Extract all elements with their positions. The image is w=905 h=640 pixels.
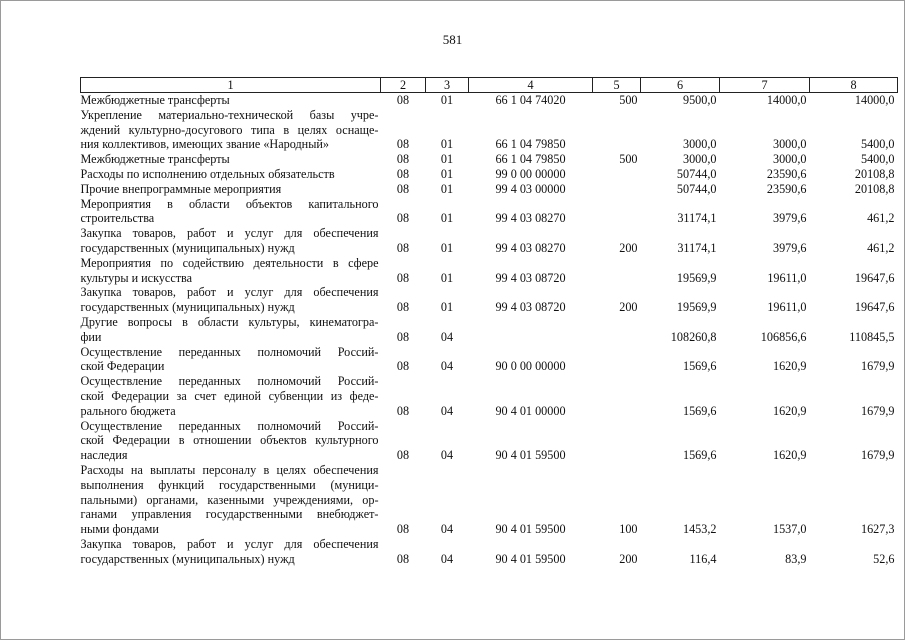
cell-c7: 1620,9 xyxy=(772,359,807,374)
cell-c4: 99 0 00 00000 xyxy=(495,166,566,181)
cell-c3: 04 xyxy=(440,329,454,344)
column-header: 2 xyxy=(381,78,426,93)
row-name-cell xyxy=(81,93,381,108)
cell-c8: 52,6 xyxy=(873,551,895,566)
column-header: 5 xyxy=(593,78,641,93)
cell-c6: 3000,0 xyxy=(682,137,717,152)
cell-c8: 461,2 xyxy=(867,211,895,226)
cell-c5: 200 xyxy=(619,240,638,255)
cell-c4: 99 4 03 08720 xyxy=(495,300,566,315)
row-name-line: Укрепление материально-технической базы учре- xyxy=(80,107,379,122)
cell-c3: 04 xyxy=(440,359,454,374)
cell-c5 xyxy=(593,108,641,152)
cell-c5 xyxy=(593,315,641,345)
row-name-cell xyxy=(81,537,381,567)
table-row xyxy=(81,537,898,567)
cell-c3: 04 xyxy=(440,403,454,418)
column-header: 6 xyxy=(641,78,720,93)
cell-c5 xyxy=(593,167,641,182)
row-name-line: наследия xyxy=(80,448,128,463)
cell-c8: 1679,9 xyxy=(860,448,895,463)
cell-c3: 01 xyxy=(440,93,454,107)
cell-c7: 1620,9 xyxy=(772,403,807,418)
cell-c3: 01 xyxy=(440,300,454,315)
row-name-line: Осуществление переданных полномочий Россий- xyxy=(80,418,379,433)
row-name-line: ными фондами xyxy=(80,522,159,537)
cell-c6: 31174,1 xyxy=(677,240,717,255)
row-name-line: Другие вопросы в области культуры, кинематогра- xyxy=(80,314,379,329)
cell-c6: 50744,0 xyxy=(676,181,717,196)
table-body xyxy=(81,93,898,567)
cell-c2: 08 xyxy=(396,448,410,463)
row-name-line: Мероприятия в области объектов капитального xyxy=(80,196,379,211)
cell-c6: 3000,0 xyxy=(682,152,717,167)
row-name-cell xyxy=(81,345,381,375)
cell-c5 xyxy=(593,182,641,197)
cell-c2: 08 xyxy=(396,270,410,285)
row-name-line: пальными) органами, казенными учреждениями, ор- xyxy=(80,492,379,507)
row-name-line: Межбюджетные трансферты xyxy=(80,152,230,167)
cell-c4: 90 4 01 59500 xyxy=(495,522,566,537)
row-name-cell xyxy=(81,108,381,152)
cell-c2: 08 xyxy=(396,181,410,196)
cell-c6: 9500,0 xyxy=(682,93,717,107)
row-name-line: ской Федерации в отношении объектов культурного xyxy=(80,433,379,448)
cell-c5: 500 xyxy=(619,93,638,107)
cell-c8: 1679,9 xyxy=(860,403,895,418)
row-name-line: ской Федерации xyxy=(80,359,165,374)
cell-c6: 1569,6 xyxy=(682,448,717,463)
row-name-line: строительства xyxy=(80,211,155,226)
row-name-line: Прочие внепрограммные мероприятия xyxy=(80,181,282,196)
row-name-line: выполнения функций государственными (муници- xyxy=(80,477,379,492)
cell-c4: 90 0 00 00000 xyxy=(495,359,566,374)
row-name-line: Осуществление переданных полномочий Россий- xyxy=(80,374,379,389)
row-name-cell xyxy=(81,197,381,227)
cell-c7: 23590,6 xyxy=(766,181,807,196)
row-name-cell xyxy=(81,419,381,463)
table-row xyxy=(81,463,898,537)
row-name-line: Закупка товаров, работ и услуг для обеспечения xyxy=(80,536,379,551)
column-header: 7 xyxy=(720,78,810,93)
cell-c4: 66 1 04 74020 xyxy=(495,93,566,107)
table-row xyxy=(81,182,898,197)
row-name-line: ния коллективов, имеющих звание «Народный» xyxy=(80,137,330,152)
table-row xyxy=(81,108,898,152)
cell-c2: 08 xyxy=(396,551,410,566)
cell-c5 xyxy=(593,197,641,227)
row-name-line: рального бюджета xyxy=(80,403,176,418)
cell-c3: 01 xyxy=(440,181,454,196)
cell-c6: 116,4 xyxy=(689,551,717,566)
cell-c2: 08 xyxy=(396,93,410,107)
cell-c3: 01 xyxy=(440,137,454,152)
cell-c2: 08 xyxy=(396,137,410,152)
page-number: 581 xyxy=(442,32,463,47)
cell-c2: 08 xyxy=(396,240,410,255)
cell-c3: 01 xyxy=(440,152,454,167)
row-name-cell xyxy=(81,315,381,345)
cell-c7: 14000,0 xyxy=(766,93,807,107)
row-name-line: культуры и искусства xyxy=(80,270,193,285)
table-row xyxy=(81,197,898,227)
cell-c8: 461,2 xyxy=(867,240,895,255)
row-name-line: Межбюджетные трансферты xyxy=(80,93,230,107)
cell-c7: 1537,0 xyxy=(772,522,807,537)
cell-c4: 99 4 03 08720 xyxy=(495,270,566,285)
cell-c5: 200 xyxy=(619,551,638,566)
cell-c8: 1679,9 xyxy=(860,359,895,374)
row-name-line: фии xyxy=(80,329,102,344)
cell-c2: 08 xyxy=(396,211,410,226)
cell-c3: 01 xyxy=(440,211,454,226)
row-name-line: Расходы на выплаты персоналу в целях обеспечения xyxy=(80,462,379,477)
table-row xyxy=(81,315,898,345)
row-name-line: Мероприятия по содействию деятельности в сфере xyxy=(80,255,379,270)
cell-c3: 01 xyxy=(440,270,454,285)
cell-c6: 31174,1 xyxy=(677,211,717,226)
cell-c6: 1569,6 xyxy=(682,403,717,418)
cell-c8: 14000,0 xyxy=(854,93,895,107)
cell-c3: 01 xyxy=(440,166,454,181)
cell-c4: 99 4 03 00000 xyxy=(495,181,566,196)
row-name-line: ганами управления государственными внебюджет- xyxy=(80,507,379,522)
cell-c2: 08 xyxy=(396,522,410,537)
cell-c8: 19647,6 xyxy=(854,300,895,315)
cell-c6: 1453,2 xyxy=(682,522,717,537)
cell-c5: 100 xyxy=(619,522,638,537)
cell-c7: 106856,6 xyxy=(760,329,807,344)
cell-c5 xyxy=(593,419,641,463)
table-row xyxy=(81,152,898,167)
cell-c4: 90 4 01 59500 xyxy=(495,551,566,566)
table-row xyxy=(81,93,898,108)
row-name-cell xyxy=(81,167,381,182)
cell-c7: 19611,0 xyxy=(767,300,807,315)
cell-c7: 23590,6 xyxy=(766,166,807,181)
row-name-line: государственных (муниципальных) нужд xyxy=(80,300,295,315)
cell-c3: 04 xyxy=(440,522,454,537)
row-name-line: ждений культурно-досугового типа в целях оснаще- xyxy=(80,122,379,137)
cell-c6: 1569,6 xyxy=(682,359,717,374)
cell-c8: 5400,0 xyxy=(860,152,895,167)
cell-c2: 08 xyxy=(396,403,410,418)
row-name-cell xyxy=(81,182,381,197)
cell-c8: 110845,5 xyxy=(849,329,895,344)
budget-table xyxy=(80,77,898,567)
cell-c7: 3979,6 xyxy=(772,211,807,226)
row-name-line: Закупка товаров, работ и услуг для обеспечения xyxy=(80,226,379,241)
cell-c2: 08 xyxy=(396,152,410,167)
cell-c8: 5400,0 xyxy=(860,137,895,152)
cell-c4: 66 1 04 79850 xyxy=(495,137,566,152)
cell-c4 xyxy=(469,315,593,345)
table-row xyxy=(81,226,898,256)
header-row xyxy=(81,78,898,93)
cell-c6: 50744,0 xyxy=(676,166,717,181)
cell-c3: 01 xyxy=(440,240,454,255)
cell-c4: 90 4 01 59500 xyxy=(495,448,566,463)
row-name-line: Осуществление переданных полномочий Россий- xyxy=(80,344,379,359)
cell-c5: 500 xyxy=(619,152,638,167)
cell-c7: 19611,0 xyxy=(767,270,807,285)
cell-c6: 19569,9 xyxy=(676,270,717,285)
cell-c8: 1627,3 xyxy=(860,522,895,537)
row-name-line: ской Федерации за счет единой субвенции из феде- xyxy=(80,388,379,403)
cell-c2: 08 xyxy=(396,300,410,315)
cell-c7: 83,9 xyxy=(785,551,807,566)
row-name-cell xyxy=(81,256,381,286)
row-name-line: государственных (муниципальных) нужд xyxy=(80,240,295,255)
cell-c2: 08 xyxy=(396,359,410,374)
table-row xyxy=(81,285,898,315)
row-name-cell xyxy=(81,463,381,537)
row-name-line: государственных (муниципальных) нужд xyxy=(80,551,295,566)
cell-c4: 99 4 03 08270 xyxy=(495,240,566,255)
table-row xyxy=(81,256,898,286)
cell-c6: 108260,8 xyxy=(670,329,717,344)
cell-c4: 66 1 04 79850 xyxy=(495,152,566,167)
cell-c5 xyxy=(593,374,641,418)
cell-c4: 99 4 03 08270 xyxy=(495,211,566,226)
table-row xyxy=(81,374,898,418)
cell-c7: 1620,9 xyxy=(772,448,807,463)
cell-c5 xyxy=(593,345,641,375)
cell-c2: 08 xyxy=(396,166,410,181)
cell-c4: 90 4 01 00000 xyxy=(495,403,566,418)
cell-c7: 3000,0 xyxy=(772,137,807,152)
cell-c8: 20108,8 xyxy=(854,166,895,181)
column-header: 3 xyxy=(426,78,469,93)
row-name-cell xyxy=(81,285,381,315)
cell-c8: 19647,6 xyxy=(854,270,895,285)
cell-c8: 20108,8 xyxy=(854,181,895,196)
column-header: 4 xyxy=(469,78,593,93)
cell-c6: 19569,9 xyxy=(676,300,717,315)
row-name-cell xyxy=(81,226,381,256)
cell-c3: 04 xyxy=(440,551,454,566)
cell-c7: 3000,0 xyxy=(772,152,807,167)
row-name-line: Закупка товаров, работ и услуг для обеспечения xyxy=(80,285,379,300)
cell-c5 xyxy=(593,256,641,286)
table-row xyxy=(81,419,898,463)
column-header: 8 xyxy=(810,78,898,93)
row-name-cell xyxy=(81,152,381,167)
cell-c3: 04 xyxy=(440,448,454,463)
cell-c2: 08 xyxy=(396,329,410,344)
cell-c7: 3979,6 xyxy=(772,240,807,255)
row-name-line: Расходы по исполнению отдельных обязательств xyxy=(80,166,335,181)
table-row xyxy=(81,167,898,182)
cell-c5: 200 xyxy=(619,300,638,315)
table-row xyxy=(81,345,898,375)
column-header: 1 xyxy=(81,78,381,93)
row-name-cell xyxy=(81,374,381,418)
